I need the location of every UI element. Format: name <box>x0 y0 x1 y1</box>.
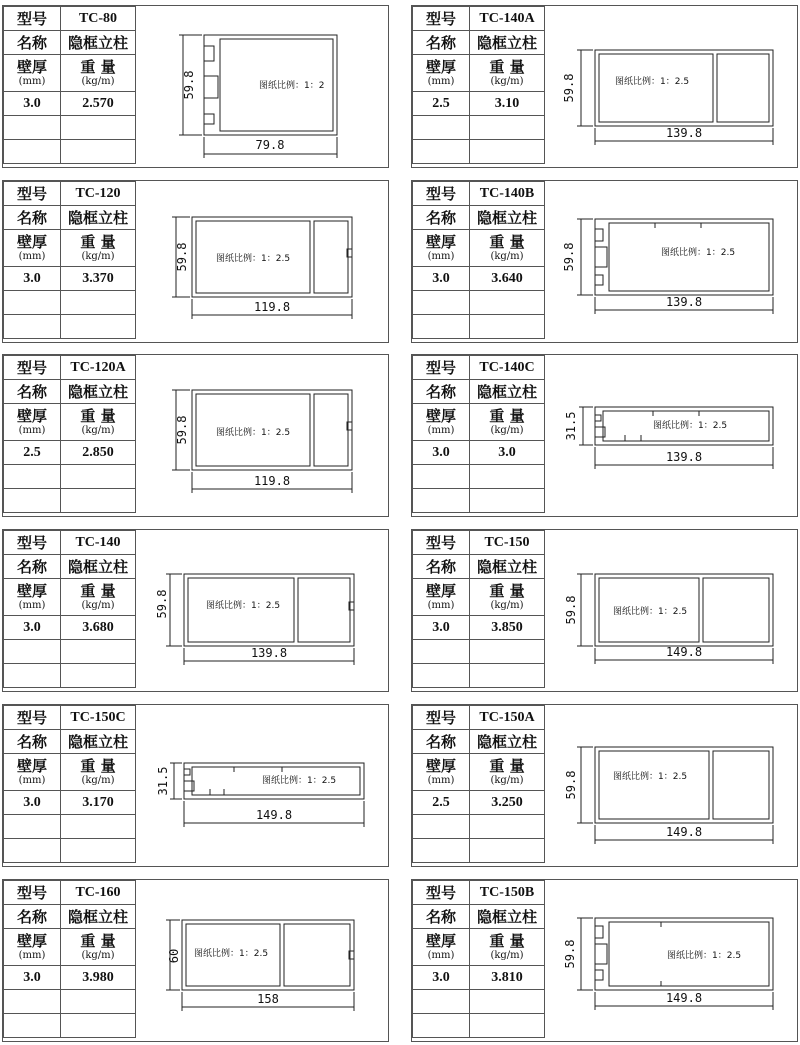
name-label: 名称 <box>413 206 470 230</box>
weight-value: 3.10 <box>470 92 545 116</box>
scale-note: 图纸比例：1：2.5 <box>262 776 337 786</box>
name-value: 隐框立柱 <box>470 555 545 579</box>
model-value: TC-150A <box>470 706 545 730</box>
weight-label: 重 量 <box>489 233 525 251</box>
spec-table <box>412 880 545 1038</box>
wall-label: 壁厚 <box>16 932 47 950</box>
width-dimension-label: 149.8 <box>665 825 703 839</box>
height-dimension-label: 31.5 <box>564 411 578 441</box>
wall-label-cell <box>4 929 61 966</box>
wall-label: 壁厚 <box>16 582 47 600</box>
scale-note: 图纸比例：1：2.5 <box>613 772 688 782</box>
profile-drawing <box>543 181 797 342</box>
width-dimension-label: 139.8 <box>665 295 703 309</box>
wall-label-cell <box>413 754 470 791</box>
weight-value: 2.850 <box>61 441 136 465</box>
wall-label: 壁厚 <box>425 58 456 76</box>
weight-label: 重 量 <box>489 757 525 775</box>
wall-value: 3.0 <box>413 267 470 291</box>
empty-cell <box>4 140 61 164</box>
model-label: 型号 <box>4 531 61 555</box>
empty-cell <box>61 291 136 315</box>
empty-cell <box>413 140 470 164</box>
wall-label: 壁厚 <box>16 233 47 251</box>
height-dimension-label: 59.8 <box>564 595 578 625</box>
wall-unit: (mm) <box>427 76 455 87</box>
profile-card-tc-140a <box>411 5 798 168</box>
empty-cell <box>413 116 470 140</box>
empty-cell <box>470 990 545 1014</box>
wall-label-cell <box>4 55 61 92</box>
wall-unit: (mm) <box>427 251 455 262</box>
weight-label: 重 量 <box>489 58 525 76</box>
profile-slot-left <box>595 926 607 980</box>
spec-table <box>3 6 136 164</box>
weight-value: 3.850 <box>470 616 545 640</box>
name-value: 隐框立柱 <box>61 206 136 230</box>
empty-cell <box>470 640 545 664</box>
empty-cell <box>61 1014 136 1038</box>
model-value: TC-140B <box>470 182 545 206</box>
profile-slot-left <box>204 46 218 124</box>
empty-cell <box>413 839 470 863</box>
name-value: 隐框立柱 <box>61 380 136 404</box>
wall-label: 壁厚 <box>425 233 456 251</box>
width-dimension-label: 158 <box>257 992 279 1006</box>
weight-label: 重 量 <box>80 233 116 251</box>
empty-cell <box>470 291 545 315</box>
wall-unit: (mm) <box>427 425 455 436</box>
empty-cell <box>470 815 545 839</box>
height-dimension-label: 59.8 <box>562 242 576 272</box>
wall-label-cell <box>4 579 61 616</box>
weight-unit: (kg/m) <box>490 950 524 961</box>
empty-cell <box>470 116 545 140</box>
profile-drawing <box>543 6 797 167</box>
wall-unit: (mm) <box>427 600 455 611</box>
empty-cell <box>61 815 136 839</box>
model-label: 型号 <box>4 881 61 905</box>
wall-unit: (mm) <box>427 950 455 961</box>
height-dimension-label: 59.8 <box>175 242 189 272</box>
weight-unit: (kg/m) <box>81 775 115 786</box>
name-value: 隐框立柱 <box>470 380 545 404</box>
wall-label: 壁厚 <box>425 407 456 425</box>
model-label: 型号 <box>4 706 61 730</box>
spec-table <box>3 355 136 513</box>
wall-label-cell <box>4 404 61 441</box>
weight-value: 3.680 <box>61 616 136 640</box>
weight-label: 重 量 <box>80 757 116 775</box>
weight-label: 重 量 <box>489 407 525 425</box>
profile-drawing <box>543 530 797 691</box>
weight-label: 重 量 <box>489 932 525 950</box>
scale-note: 图纸比例：1：2.5 <box>613 607 688 617</box>
wall-label: 壁厚 <box>16 757 47 775</box>
wall-value: 3.0 <box>4 92 61 116</box>
model-label: 型号 <box>4 7 61 31</box>
empty-cell <box>470 489 545 513</box>
model-label: 型号 <box>413 531 470 555</box>
empty-cell <box>4 116 61 140</box>
width-dimension-label: 149.8 <box>255 808 293 822</box>
scale-note: 图纸比例：1：2.5 <box>653 421 728 431</box>
wall-value: 3.0 <box>4 791 61 815</box>
profile-inner-outline <box>314 221 348 293</box>
scale-note: 图纸比例：1：2.5 <box>615 77 690 87</box>
weight-value: 3.0 <box>470 441 545 465</box>
empty-cell <box>61 489 136 513</box>
wall-unit: (mm) <box>18 425 46 436</box>
width-dimension-label: 139.8 <box>665 450 703 464</box>
empty-cell <box>4 315 61 339</box>
name-value: 隐框立柱 <box>470 905 545 929</box>
model-label: 型号 <box>413 7 470 31</box>
empty-cell <box>61 140 136 164</box>
profile-card-tc-140b <box>411 180 798 343</box>
wall-label-cell <box>413 404 470 441</box>
empty-cell <box>4 1014 61 1038</box>
width-dimension-label: 119.8 <box>253 474 291 488</box>
empty-cell <box>413 664 470 688</box>
height-dimension-label: 59.8 <box>564 770 578 800</box>
name-value: 隐框立柱 <box>61 31 136 55</box>
weight-unit: (kg/m) <box>490 251 524 262</box>
wall-value: 2.5 <box>4 441 61 465</box>
height-dimension-label: 31.5 <box>156 766 170 796</box>
model-label: 型号 <box>4 356 61 380</box>
profile-drawing <box>134 6 388 167</box>
weight-value: 3.250 <box>470 791 545 815</box>
weight-value: 3.370 <box>61 267 136 291</box>
wall-value: 3.0 <box>413 616 470 640</box>
wall-unit: (mm) <box>427 775 455 786</box>
profile-card-tc-160 <box>2 879 389 1042</box>
model-label: 型号 <box>413 706 470 730</box>
weight-unit: (kg/m) <box>81 425 115 436</box>
profile-inner-outline <box>717 54 769 122</box>
profile-card-tc-80 <box>2 5 389 168</box>
weight-label: 重 量 <box>80 932 116 950</box>
empty-cell <box>470 465 545 489</box>
wall-unit: (mm) <box>18 775 46 786</box>
profile-slot-top <box>655 223 701 228</box>
wall-label-cell <box>413 230 470 267</box>
profile-drawing <box>543 880 797 1041</box>
weight-label: 重 量 <box>80 582 116 600</box>
wall-value: 2.5 <box>413 791 470 815</box>
profile-outline <box>595 50 773 126</box>
profile-card-tc-150a <box>411 704 798 867</box>
name-label: 名称 <box>4 206 61 230</box>
weight-label-cell <box>61 579 136 616</box>
spec-table <box>412 705 545 863</box>
weight-unit: (kg/m) <box>81 76 115 87</box>
model-value: TC-120 <box>61 182 136 206</box>
profile-inner-outline <box>599 54 713 122</box>
weight-label-cell <box>470 579 545 616</box>
empty-cell <box>4 990 61 1014</box>
weight-unit: (kg/m) <box>81 600 115 611</box>
empty-cell <box>4 489 61 513</box>
name-value: 隐框立柱 <box>470 730 545 754</box>
profile-drawing <box>134 181 388 342</box>
wall-label-cell <box>413 55 470 92</box>
weight-unit: (kg/m) <box>81 251 115 262</box>
empty-cell <box>413 465 470 489</box>
weight-label-cell <box>61 754 136 791</box>
spec-table <box>412 355 545 513</box>
scale-note: 图纸比例：1：2 <box>259 81 325 91</box>
width-dimension-label: 149.8 <box>665 645 703 659</box>
wall-label: 壁厚 <box>425 757 456 775</box>
profile-drawing <box>543 355 797 516</box>
weight-value: 3.170 <box>61 791 136 815</box>
empty-cell <box>61 315 136 339</box>
profile-inner-outline <box>599 751 709 819</box>
height-dimension-label: 59.8 <box>182 70 196 100</box>
model-value: TC-140C <box>470 356 545 380</box>
empty-cell <box>413 640 470 664</box>
weight-unit: (kg/m) <box>490 425 524 436</box>
empty-cell <box>61 116 136 140</box>
width-dimension-label: 119.8 <box>253 300 291 314</box>
profile-card-tc-120a <box>2 354 389 517</box>
empty-cell <box>4 664 61 688</box>
empty-cell <box>4 465 61 489</box>
empty-cell <box>470 664 545 688</box>
profile-inner-outline <box>298 578 350 642</box>
spec-table <box>3 880 136 1038</box>
scale-note: 图纸比例：1：2.5 <box>667 951 742 961</box>
weight-label-cell <box>470 754 545 791</box>
wall-value: 3.0 <box>4 616 61 640</box>
profile-card-tc-150 <box>411 529 798 692</box>
empty-cell <box>413 1014 470 1038</box>
scale-note: 图纸比例：1：2.5 <box>216 428 291 438</box>
profile-drawing <box>134 530 388 691</box>
weight-value: 2.570 <box>61 92 136 116</box>
weight-value: 3.810 <box>470 966 545 990</box>
empty-cell <box>4 291 61 315</box>
height-dimension-label: 59.8 <box>175 415 189 445</box>
empty-cell <box>470 140 545 164</box>
model-value: TC-140A <box>470 7 545 31</box>
spec-table <box>3 705 136 863</box>
weight-label-cell <box>470 230 545 267</box>
name-value: 隐框立柱 <box>61 730 136 754</box>
empty-cell <box>4 815 61 839</box>
weight-unit: (kg/m) <box>81 950 115 961</box>
weight-label-cell <box>61 230 136 267</box>
height-dimension-label: 59.8 <box>155 589 169 619</box>
name-label: 名称 <box>4 905 61 929</box>
wall-unit: (mm) <box>18 76 46 87</box>
model-value: TC-150 <box>470 531 545 555</box>
spec-table <box>412 530 545 688</box>
weight-label: 重 量 <box>489 582 525 600</box>
height-dimension-label: 60 <box>167 948 181 964</box>
name-value: 隐框立柱 <box>470 31 545 55</box>
empty-cell <box>413 489 470 513</box>
empty-cell <box>61 990 136 1014</box>
name-label: 名称 <box>4 555 61 579</box>
profile-card-tc-140 <box>2 529 389 692</box>
wall-value: 2.5 <box>413 92 470 116</box>
empty-cell <box>61 465 136 489</box>
model-value: TC-150B <box>470 881 545 905</box>
profile-card-tc-150b <box>411 879 798 1042</box>
wall-label-cell <box>4 230 61 267</box>
weight-value: 3.980 <box>61 966 136 990</box>
profile-card-tc-140c <box>411 354 798 517</box>
weight-label-cell <box>470 929 545 966</box>
profile-slot-left <box>595 229 607 285</box>
weight-label-cell <box>61 55 136 92</box>
spec-table <box>3 181 136 339</box>
wall-unit: (mm) <box>18 950 46 961</box>
profile-inner-outline <box>713 751 769 819</box>
height-dimension-label: 59.8 <box>562 73 576 103</box>
empty-cell <box>4 640 61 664</box>
name-label: 名称 <box>413 380 470 404</box>
weight-label-cell <box>470 404 545 441</box>
empty-cell <box>61 839 136 863</box>
name-label: 名称 <box>4 380 61 404</box>
weight-unit: (kg/m) <box>490 600 524 611</box>
profile-inner-outline <box>703 578 769 642</box>
profile-card-tc-120 <box>2 180 389 343</box>
width-dimension-label: 149.8 <box>665 991 703 1005</box>
wall-label-cell <box>413 929 470 966</box>
empty-cell <box>470 1014 545 1038</box>
wall-unit: (mm) <box>18 600 46 611</box>
wall-value: 3.0 <box>413 441 470 465</box>
model-label: 型号 <box>413 881 470 905</box>
wall-label: 壁厚 <box>425 582 456 600</box>
empty-cell <box>413 291 470 315</box>
weight-label-cell <box>61 929 136 966</box>
weight-label-cell <box>61 404 136 441</box>
model-value: TC-160 <box>61 881 136 905</box>
wall-value: 3.0 <box>4 966 61 990</box>
wall-value: 3.0 <box>413 966 470 990</box>
name-value: 隐框立柱 <box>470 206 545 230</box>
width-dimension-label: 139.8 <box>665 126 703 140</box>
scale-note: 图纸比例：1：2.5 <box>216 254 291 264</box>
name-value: 隐框立柱 <box>61 905 136 929</box>
model-label: 型号 <box>413 182 470 206</box>
wall-label-cell <box>4 754 61 791</box>
profile-card-tc-150c <box>2 704 389 867</box>
width-dimension-label: 139.8 <box>250 646 288 660</box>
model-value: TC-140 <box>61 531 136 555</box>
wall-unit: (mm) <box>18 251 46 262</box>
profile-drawing <box>134 355 388 516</box>
name-label: 名称 <box>413 31 470 55</box>
scale-note: 图纸比例：1：2.5 <box>194 949 269 959</box>
empty-cell <box>470 839 545 863</box>
profile-inner-outline <box>314 394 348 466</box>
empty-cell <box>470 315 545 339</box>
empty-cell <box>61 640 136 664</box>
empty-cell <box>413 315 470 339</box>
name-label: 名称 <box>4 31 61 55</box>
empty-cell <box>413 990 470 1014</box>
model-value: TC-150C <box>61 706 136 730</box>
spec-table <box>412 181 545 339</box>
spec-table <box>412 6 545 164</box>
weight-value: 3.640 <box>470 267 545 291</box>
model-label: 型号 <box>413 356 470 380</box>
name-value: 隐框立柱 <box>61 555 136 579</box>
name-label: 名称 <box>413 730 470 754</box>
height-dimension-label: 59.8 <box>563 939 577 969</box>
wall-label-cell <box>413 579 470 616</box>
weight-unit: (kg/m) <box>490 775 524 786</box>
name-label: 名称 <box>413 555 470 579</box>
model-value: TC-80 <box>61 7 136 31</box>
weight-label: 重 量 <box>80 58 116 76</box>
wall-label: 壁厚 <box>16 407 47 425</box>
name-label: 名称 <box>413 905 470 929</box>
scale-note: 图纸比例：1：2.5 <box>661 248 736 258</box>
wall-label: 壁厚 <box>16 58 47 76</box>
wall-value: 3.0 <box>4 267 61 291</box>
profile-outline <box>595 747 773 823</box>
weight-unit: (kg/m) <box>490 76 524 87</box>
profile-drawing <box>134 705 388 866</box>
width-dimension-label: 79.8 <box>255 138 285 152</box>
profile-drawing <box>543 705 797 866</box>
model-label: 型号 <box>4 182 61 206</box>
empty-cell <box>4 839 61 863</box>
weight-label: 重 量 <box>80 407 116 425</box>
wall-label: 壁厚 <box>425 932 456 950</box>
empty-cell <box>61 664 136 688</box>
name-label: 名称 <box>4 730 61 754</box>
profile-inner-outline <box>284 924 350 986</box>
spec-table <box>3 530 136 688</box>
weight-label-cell <box>470 55 545 92</box>
profile-drawing <box>134 880 388 1041</box>
empty-cell <box>413 815 470 839</box>
model-value: TC-120A <box>61 356 136 380</box>
scale-note: 图纸比例：1：2.5 <box>206 601 281 611</box>
